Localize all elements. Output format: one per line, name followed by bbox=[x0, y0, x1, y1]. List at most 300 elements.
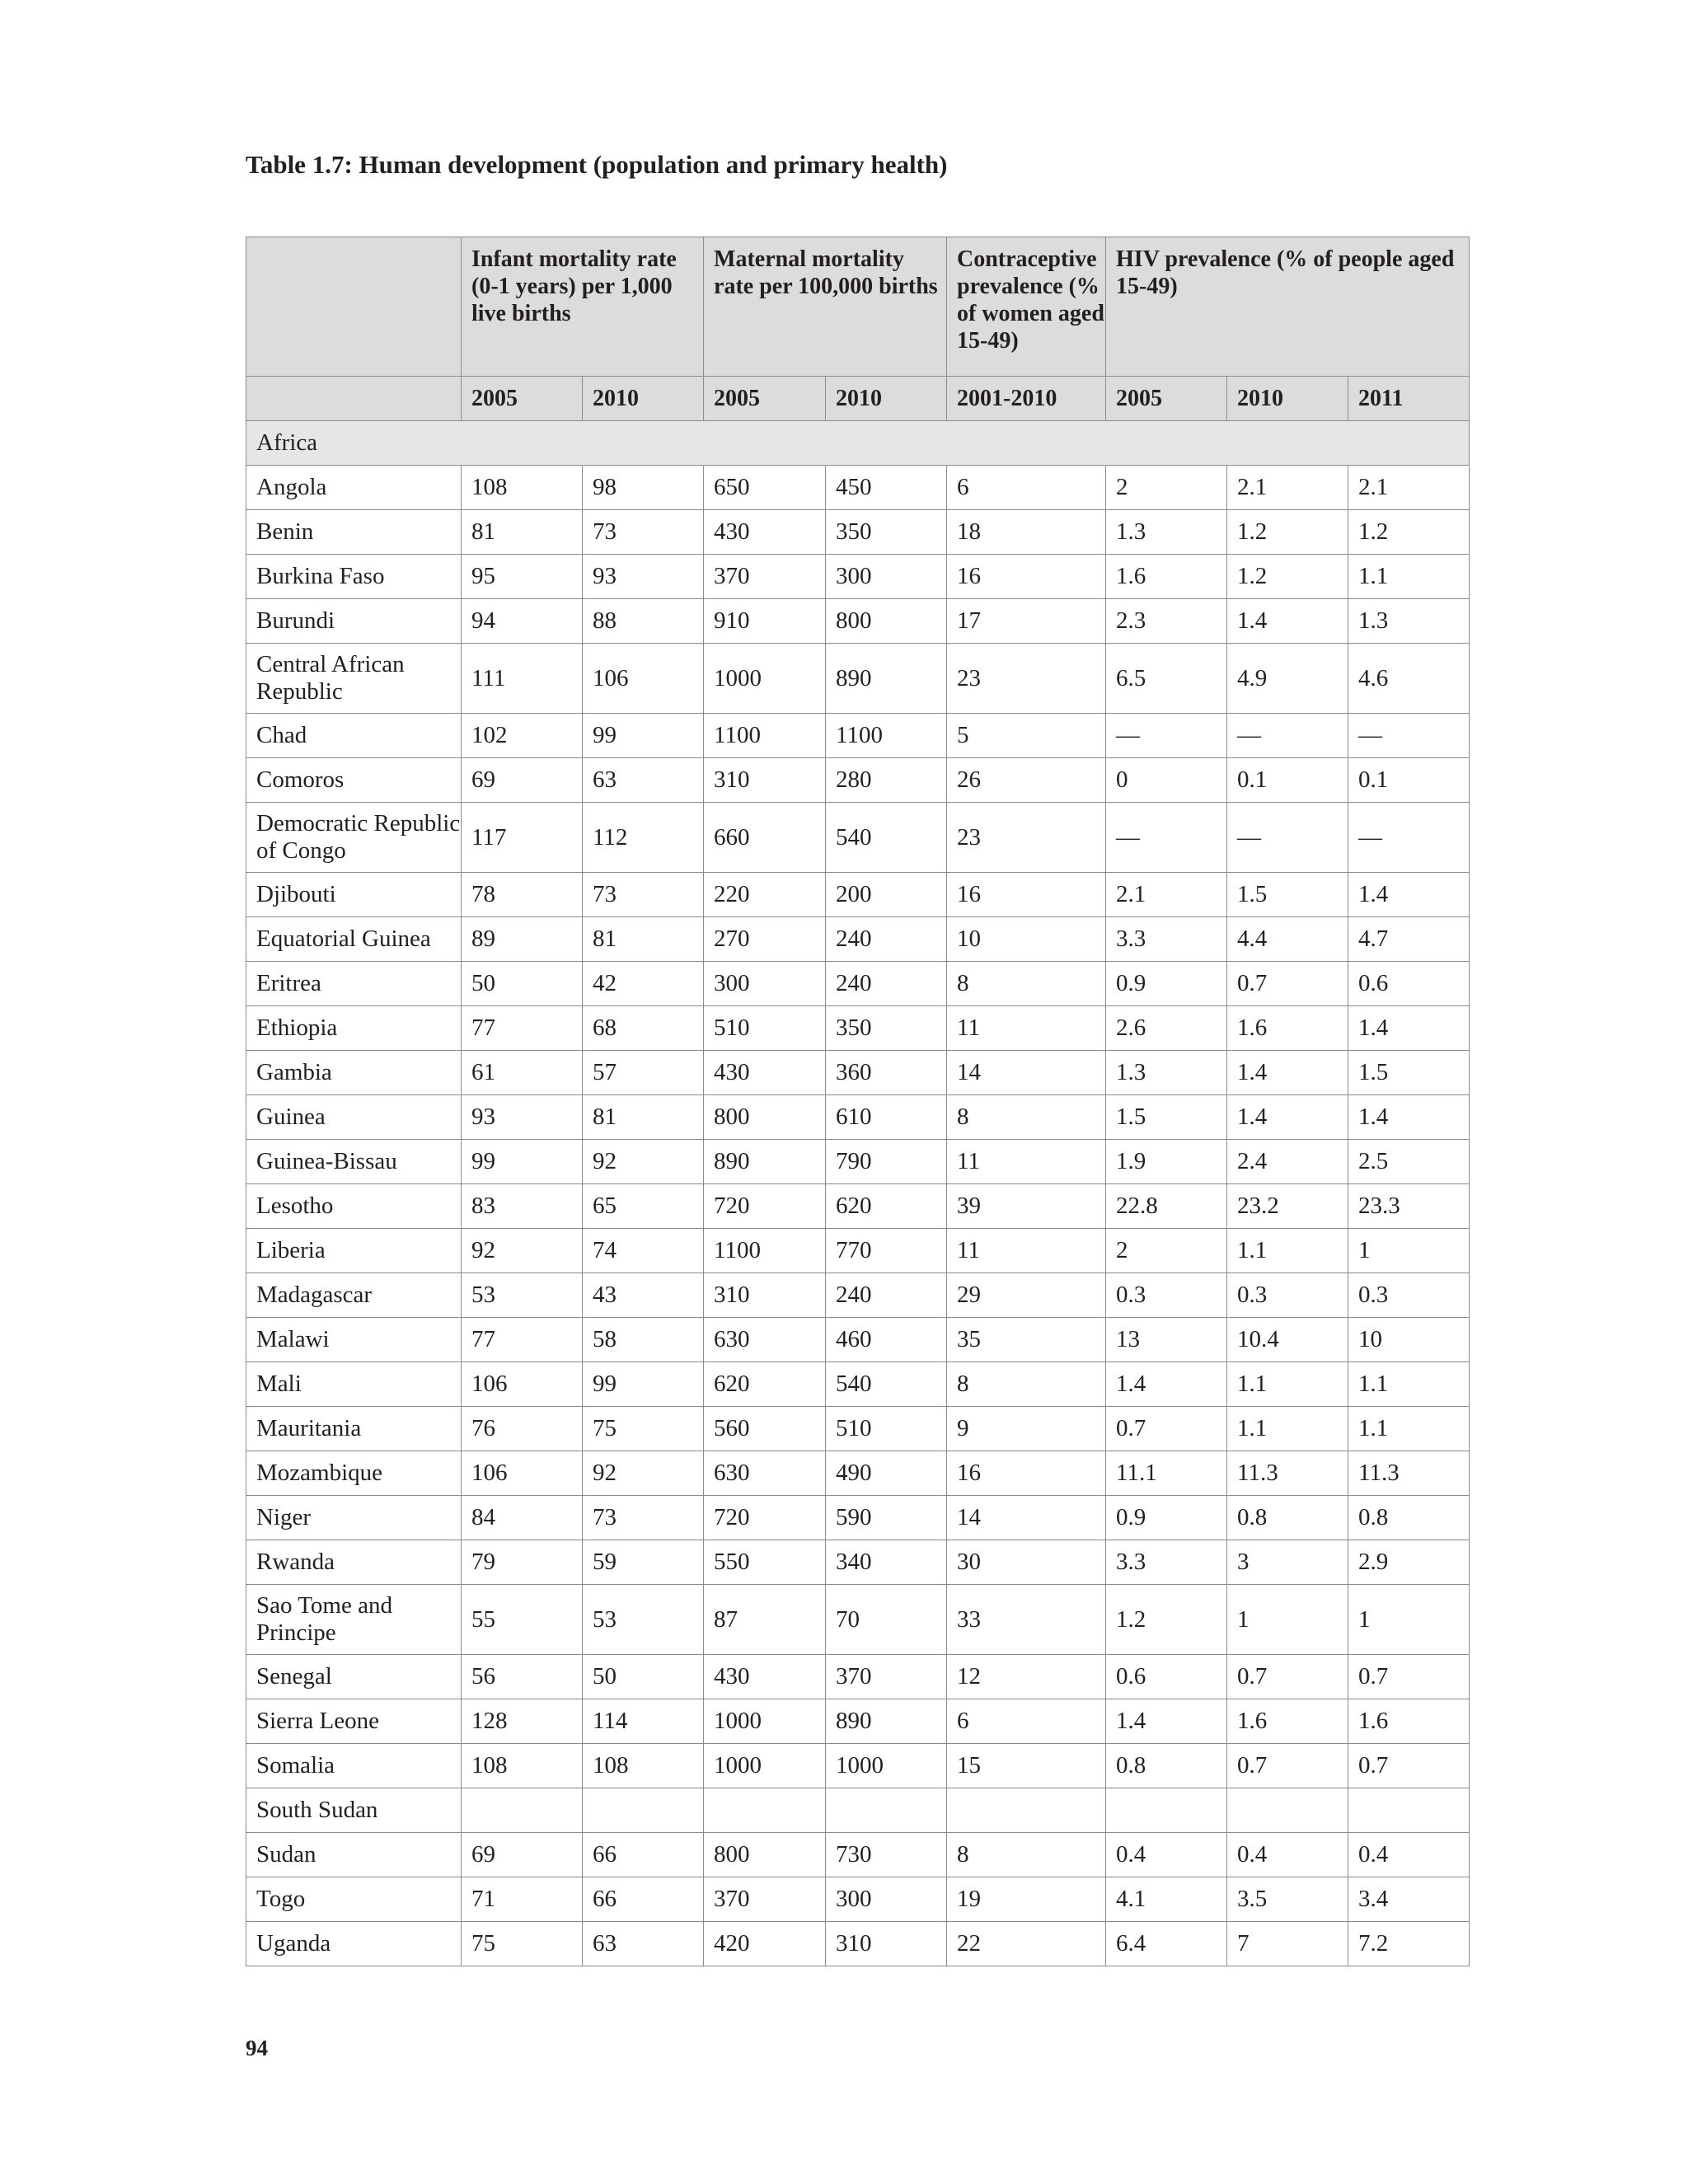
value-cell: 78 bbox=[462, 873, 583, 917]
value-cell: 1.3 bbox=[1106, 1051, 1227, 1095]
value-cell: 310 bbox=[704, 1273, 826, 1318]
value-cell: 240 bbox=[826, 962, 947, 1006]
value-cell: 99 bbox=[462, 1140, 583, 1184]
value-cell: 800 bbox=[826, 599, 947, 644]
value-cell: 71 bbox=[462, 1877, 583, 1922]
value-cell: 2.9 bbox=[1348, 1540, 1470, 1585]
table-row bbox=[246, 1922, 1470, 1966]
header-year: 2005 bbox=[462, 377, 583, 421]
value-cell: 17 bbox=[947, 599, 1106, 644]
value-cell: 1100 bbox=[826, 714, 947, 758]
table-row bbox=[246, 758, 1470, 803]
country-cell: Sao Tome and Principe bbox=[246, 1585, 462, 1655]
value-cell: 7 bbox=[1227, 1922, 1348, 1966]
value-cell: 112 bbox=[583, 803, 704, 873]
table-row bbox=[246, 1051, 1470, 1095]
value-cell: 81 bbox=[462, 510, 583, 555]
value-cell: 93 bbox=[462, 1095, 583, 1140]
table-row bbox=[246, 714, 1470, 758]
header-year: 2005 bbox=[1106, 377, 1227, 421]
table-row bbox=[246, 644, 1470, 714]
value-cell: 53 bbox=[583, 1585, 704, 1655]
value-cell bbox=[704, 1788, 826, 1833]
value-cell: 560 bbox=[704, 1407, 826, 1451]
value-cell: 29 bbox=[947, 1273, 1106, 1318]
value-cell: 0.1 bbox=[1227, 758, 1348, 803]
value-cell: 1.5 bbox=[1348, 1051, 1470, 1095]
value-cell: 30 bbox=[947, 1540, 1106, 1585]
value-cell: 111 bbox=[462, 644, 583, 714]
page-number: 94 bbox=[246, 2036, 268, 2060]
country-cell: Djibouti bbox=[246, 873, 462, 917]
table-row bbox=[246, 555, 1470, 599]
value-cell: 800 bbox=[704, 1095, 826, 1140]
value-cell: 61 bbox=[462, 1051, 583, 1095]
country-cell: Mauritania bbox=[246, 1407, 462, 1451]
value-cell: 10 bbox=[1348, 1318, 1470, 1362]
value-cell: 19 bbox=[947, 1877, 1106, 1922]
value-cell: 75 bbox=[462, 1922, 583, 1966]
country-cell: Sierra Leone bbox=[246, 1699, 462, 1744]
value-cell: 75 bbox=[583, 1407, 704, 1451]
health-table bbox=[246, 237, 1470, 1966]
table-row bbox=[246, 599, 1470, 644]
value-cell: 1 bbox=[1348, 1585, 1470, 1655]
country-cell: Niger bbox=[246, 1496, 462, 1540]
country-cell: Sudan bbox=[246, 1833, 462, 1877]
value-cell: 1.4 bbox=[1227, 1095, 1348, 1140]
country-cell: Guinea bbox=[246, 1095, 462, 1140]
value-cell: 2.5 bbox=[1348, 1140, 1470, 1184]
value-cell: 73 bbox=[583, 873, 704, 917]
value-cell: 3.4 bbox=[1348, 1877, 1470, 1922]
value-cell: 8 bbox=[947, 962, 1106, 1006]
table-row bbox=[246, 1496, 1470, 1540]
value-cell: 0.4 bbox=[1227, 1833, 1348, 1877]
country-cell: Lesotho bbox=[246, 1184, 462, 1229]
value-cell: 74 bbox=[583, 1229, 704, 1273]
value-cell: 0.8 bbox=[1227, 1496, 1348, 1540]
value-cell: 77 bbox=[462, 1006, 583, 1051]
value-cell: 280 bbox=[826, 758, 947, 803]
value-cell: 16 bbox=[947, 873, 1106, 917]
table-row bbox=[246, 1006, 1470, 1051]
value-cell: 270 bbox=[704, 917, 826, 962]
value-cell: — bbox=[1348, 803, 1470, 873]
value-cell: 1000 bbox=[704, 1744, 826, 1788]
value-cell: 310 bbox=[826, 1922, 947, 1966]
value-cell: 1.6 bbox=[1227, 1006, 1348, 1051]
table-row bbox=[246, 1362, 1470, 1407]
header-contraceptive: Contraceptive prevalence (% of women aged 15-49) bbox=[947, 237, 1106, 377]
header-row-years bbox=[246, 377, 1470, 421]
value-cell: 23 bbox=[947, 803, 1106, 873]
value-cell: 6.4 bbox=[1106, 1922, 1227, 1966]
value-cell: 6.5 bbox=[1106, 644, 1227, 714]
value-cell bbox=[583, 1788, 704, 1833]
value-cell: 770 bbox=[826, 1229, 947, 1273]
value-cell: 370 bbox=[704, 1877, 826, 1922]
value-cell: 1.4 bbox=[1227, 599, 1348, 644]
country-cell: Guinea-Bissau bbox=[246, 1140, 462, 1184]
value-cell: 11 bbox=[947, 1229, 1106, 1273]
value-cell: 620 bbox=[704, 1362, 826, 1407]
value-cell: 22 bbox=[947, 1922, 1106, 1966]
value-cell: 11 bbox=[947, 1140, 1106, 1184]
value-cell: 50 bbox=[583, 1655, 704, 1699]
value-cell: 3.3 bbox=[1106, 917, 1227, 962]
value-cell: 14 bbox=[947, 1051, 1106, 1095]
value-cell: 8 bbox=[947, 1833, 1106, 1877]
value-cell: 550 bbox=[704, 1540, 826, 1585]
header-hiv: HIV prevalence (% of people aged 15-49) bbox=[1106, 237, 1470, 377]
value-cell: 77 bbox=[462, 1318, 583, 1362]
value-cell: 240 bbox=[826, 917, 947, 962]
value-cell: 510 bbox=[704, 1006, 826, 1051]
value-cell: 430 bbox=[704, 510, 826, 555]
country-cell: Malawi bbox=[246, 1318, 462, 1362]
value-cell: 630 bbox=[704, 1318, 826, 1362]
value-cell: 0.7 bbox=[1227, 1744, 1348, 1788]
table-row bbox=[246, 1273, 1470, 1318]
value-cell: 7.2 bbox=[1348, 1922, 1470, 1966]
value-cell: 1.2 bbox=[1227, 555, 1348, 599]
value-cell: — bbox=[1227, 803, 1348, 873]
table-row bbox=[246, 1318, 1470, 1362]
value-cell: 0.3 bbox=[1348, 1273, 1470, 1318]
value-cell: 890 bbox=[704, 1140, 826, 1184]
value-cell bbox=[1227, 1788, 1348, 1833]
country-cell: Burundi bbox=[246, 599, 462, 644]
country-cell: South Sudan bbox=[246, 1788, 462, 1833]
value-cell: 26 bbox=[947, 758, 1106, 803]
value-cell: 1.1 bbox=[1348, 1407, 1470, 1451]
value-cell: 4.1 bbox=[1106, 1877, 1227, 1922]
table-row bbox=[246, 1877, 1470, 1922]
value-cell: 69 bbox=[462, 758, 583, 803]
value-cell: 108 bbox=[462, 1744, 583, 1788]
country-cell: Rwanda bbox=[246, 1540, 462, 1585]
value-cell: 1 bbox=[1227, 1585, 1348, 1655]
value-cell: 55 bbox=[462, 1585, 583, 1655]
value-cell: 800 bbox=[704, 1833, 826, 1877]
value-cell: 1.4 bbox=[1106, 1362, 1227, 1407]
value-cell: 2.6 bbox=[1106, 1006, 1227, 1051]
value-cell: 360 bbox=[826, 1051, 947, 1095]
value-cell: 117 bbox=[462, 803, 583, 873]
header-year: 2005 bbox=[704, 377, 826, 421]
value-cell: 0.4 bbox=[1348, 1833, 1470, 1877]
value-cell: 720 bbox=[704, 1184, 826, 1229]
value-cell: 0.1 bbox=[1348, 758, 1470, 803]
value-cell: 0.7 bbox=[1106, 1407, 1227, 1451]
value-cell: 6 bbox=[947, 1699, 1106, 1744]
value-cell: 790 bbox=[826, 1140, 947, 1184]
value-cell: 2 bbox=[1106, 1229, 1227, 1273]
value-cell: 59 bbox=[583, 1540, 704, 1585]
value-cell: 3 bbox=[1227, 1540, 1348, 1585]
value-cell: 114 bbox=[583, 1699, 704, 1744]
value-cell: 0.9 bbox=[1106, 962, 1227, 1006]
value-cell: 108 bbox=[583, 1744, 704, 1788]
value-cell: 2.3 bbox=[1106, 599, 1227, 644]
table-row bbox=[246, 1229, 1470, 1273]
header-maternal-mortality: Maternal mortality rate per 100,000 births bbox=[704, 237, 947, 377]
value-cell: 1.5 bbox=[1106, 1095, 1227, 1140]
value-cell: 1.2 bbox=[1227, 510, 1348, 555]
value-cell: 2.4 bbox=[1227, 1140, 1348, 1184]
value-cell: 890 bbox=[826, 1699, 947, 1744]
value-cell: 6 bbox=[947, 466, 1106, 510]
value-cell: 1.1 bbox=[1227, 1407, 1348, 1451]
value-cell: 0.6 bbox=[1106, 1655, 1227, 1699]
value-cell: 13 bbox=[1106, 1318, 1227, 1362]
table-row bbox=[246, 1833, 1470, 1877]
region-row bbox=[246, 421, 1470, 466]
table-row bbox=[246, 1407, 1470, 1451]
value-cell: 1.1 bbox=[1348, 555, 1470, 599]
value-cell: — bbox=[1348, 714, 1470, 758]
value-cell: 73 bbox=[583, 1496, 704, 1540]
value-cell: 1.1 bbox=[1348, 1362, 1470, 1407]
table-row bbox=[246, 1184, 1470, 1229]
table-row bbox=[246, 1699, 1470, 1744]
value-cell: 0.7 bbox=[1348, 1744, 1470, 1788]
value-cell: 9 bbox=[947, 1407, 1106, 1451]
value-cell: 540 bbox=[826, 803, 947, 873]
value-cell: 2.1 bbox=[1106, 873, 1227, 917]
value-cell: 1.6 bbox=[1348, 1699, 1470, 1744]
header-row-groups bbox=[246, 237, 1470, 377]
header-infant-mortality: Infant mortality rate (0-1 years) per 1,000 live births bbox=[462, 237, 704, 377]
value-cell: 4.6 bbox=[1348, 644, 1470, 714]
table-row bbox=[246, 917, 1470, 962]
value-cell: 84 bbox=[462, 1496, 583, 1540]
value-cell: 0.7 bbox=[1227, 962, 1348, 1006]
value-cell: 890 bbox=[826, 644, 947, 714]
value-cell: 300 bbox=[826, 555, 947, 599]
value-cell: 4.4 bbox=[1227, 917, 1348, 962]
value-cell: 4.9 bbox=[1227, 644, 1348, 714]
table-title: Table 1.7: Human development (population and primary health) bbox=[246, 150, 948, 179]
value-cell: 3.3 bbox=[1106, 1540, 1227, 1585]
value-cell: 43 bbox=[583, 1273, 704, 1318]
value-cell: 33 bbox=[947, 1585, 1106, 1655]
value-cell: 2.1 bbox=[1348, 466, 1470, 510]
value-cell: 0.7 bbox=[1227, 1655, 1348, 1699]
value-cell: 11.3 bbox=[1227, 1451, 1348, 1496]
header-year: 2001-2010 bbox=[947, 377, 1106, 421]
value-cell: 340 bbox=[826, 1540, 947, 1585]
value-cell: 1.6 bbox=[1227, 1699, 1348, 1744]
value-cell: 23 bbox=[947, 644, 1106, 714]
value-cell: 98 bbox=[583, 466, 704, 510]
value-cell: 23.3 bbox=[1348, 1184, 1470, 1229]
value-cell bbox=[462, 1788, 583, 1833]
value-cell: 66 bbox=[583, 1877, 704, 1922]
value-cell bbox=[1348, 1788, 1470, 1833]
value-cell: 89 bbox=[462, 917, 583, 962]
value-cell: 15 bbox=[947, 1744, 1106, 1788]
value-cell: 58 bbox=[583, 1318, 704, 1362]
country-cell: Gambia bbox=[246, 1051, 462, 1095]
value-cell: 660 bbox=[704, 803, 826, 873]
value-cell: 1.9 bbox=[1106, 1140, 1227, 1184]
value-cell: 720 bbox=[704, 1496, 826, 1540]
value-cell: 910 bbox=[704, 599, 826, 644]
country-cell: Senegal bbox=[246, 1655, 462, 1699]
country-cell: Chad bbox=[246, 714, 462, 758]
country-cell: Angola bbox=[246, 466, 462, 510]
table-row bbox=[246, 1095, 1470, 1140]
country-cell: Benin bbox=[246, 510, 462, 555]
value-cell: 1.3 bbox=[1106, 510, 1227, 555]
value-cell: 0.6 bbox=[1348, 962, 1470, 1006]
value-cell: 22.8 bbox=[1106, 1184, 1227, 1229]
value-cell: 92 bbox=[583, 1451, 704, 1496]
value-cell: 1100 bbox=[704, 714, 826, 758]
value-cell: 730 bbox=[826, 1833, 947, 1877]
value-cell: 81 bbox=[583, 1095, 704, 1140]
header-year: 2010 bbox=[1227, 377, 1348, 421]
value-cell: 106 bbox=[462, 1362, 583, 1407]
table-row bbox=[246, 873, 1470, 917]
value-cell: 128 bbox=[462, 1699, 583, 1744]
value-cell: 1.4 bbox=[1348, 873, 1470, 917]
header-year: 2010 bbox=[826, 377, 947, 421]
table-row bbox=[246, 510, 1470, 555]
value-cell: 1.4 bbox=[1348, 1095, 1470, 1140]
value-cell: 87 bbox=[704, 1585, 826, 1655]
value-cell: — bbox=[1106, 803, 1227, 873]
value-cell: 16 bbox=[947, 555, 1106, 599]
value-cell: 4.7 bbox=[1348, 917, 1470, 962]
value-cell: 1.5 bbox=[1227, 873, 1348, 917]
table-row bbox=[246, 803, 1470, 873]
value-cell: 610 bbox=[826, 1095, 947, 1140]
value-cell: 1.4 bbox=[1227, 1051, 1348, 1095]
table-row bbox=[246, 962, 1470, 1006]
value-cell: 1.3 bbox=[1348, 599, 1470, 644]
value-cell: 1000 bbox=[826, 1744, 947, 1788]
country-cell: Burkina Faso bbox=[246, 555, 462, 599]
value-cell: 450 bbox=[826, 466, 947, 510]
country-cell: Ethiopia bbox=[246, 1006, 462, 1051]
value-cell: 540 bbox=[826, 1362, 947, 1407]
value-cell: 0.9 bbox=[1106, 1496, 1227, 1540]
value-cell: 370 bbox=[704, 555, 826, 599]
value-cell: 460 bbox=[826, 1318, 947, 1362]
value-cell: 70 bbox=[826, 1585, 947, 1655]
value-cell: 88 bbox=[583, 599, 704, 644]
country-cell: Mozambique bbox=[246, 1451, 462, 1496]
value-cell: 430 bbox=[704, 1051, 826, 1095]
value-cell: 1.4 bbox=[1348, 1006, 1470, 1051]
value-cell bbox=[947, 1788, 1106, 1833]
value-cell: 99 bbox=[583, 714, 704, 758]
value-cell: 350 bbox=[826, 1006, 947, 1051]
value-cell: 430 bbox=[704, 1655, 826, 1699]
country-cell: Eritrea bbox=[246, 962, 462, 1006]
value-cell: 1.1 bbox=[1227, 1362, 1348, 1407]
value-cell: 1 bbox=[1348, 1229, 1470, 1273]
country-cell: Uganda bbox=[246, 1922, 462, 1966]
country-cell: Liberia bbox=[246, 1229, 462, 1273]
value-cell: 510 bbox=[826, 1407, 947, 1451]
value-cell: 0.4 bbox=[1106, 1833, 1227, 1877]
country-cell: Mali bbox=[246, 1362, 462, 1407]
value-cell: 11.3 bbox=[1348, 1451, 1470, 1496]
value-cell: 0.3 bbox=[1106, 1273, 1227, 1318]
value-cell: 102 bbox=[462, 714, 583, 758]
value-cell: 350 bbox=[826, 510, 947, 555]
value-cell: 10.4 bbox=[1227, 1318, 1348, 1362]
value-cell: 300 bbox=[704, 962, 826, 1006]
value-cell: 620 bbox=[826, 1184, 947, 1229]
value-cell: 490 bbox=[826, 1451, 947, 1496]
value-cell: 63 bbox=[583, 1922, 704, 1966]
value-cell: 95 bbox=[462, 555, 583, 599]
value-cell: 1.2 bbox=[1348, 510, 1470, 555]
table-row bbox=[246, 1540, 1470, 1585]
country-cell: Comoros bbox=[246, 758, 462, 803]
value-cell: 69 bbox=[462, 1833, 583, 1877]
value-cell bbox=[1106, 1788, 1227, 1833]
header-year: 2011 bbox=[1348, 377, 1470, 421]
value-cell: 83 bbox=[462, 1184, 583, 1229]
country-cell: Democratic Republic of Congo bbox=[246, 803, 462, 873]
value-cell: 420 bbox=[704, 1922, 826, 1966]
value-cell: 0.3 bbox=[1227, 1273, 1348, 1318]
value-cell: 8 bbox=[947, 1362, 1106, 1407]
value-cell: 1.2 bbox=[1106, 1585, 1227, 1655]
value-cell: 14 bbox=[947, 1496, 1106, 1540]
value-cell: 240 bbox=[826, 1273, 947, 1318]
value-cell: 8 bbox=[947, 1095, 1106, 1140]
value-cell bbox=[826, 1788, 947, 1833]
value-cell: 11.1 bbox=[1106, 1451, 1227, 1496]
value-cell: 53 bbox=[462, 1273, 583, 1318]
header-year-blank bbox=[246, 377, 462, 421]
value-cell: 2 bbox=[1106, 466, 1227, 510]
value-cell: 106 bbox=[583, 644, 704, 714]
value-cell: 39 bbox=[947, 1184, 1106, 1229]
value-cell: 310 bbox=[704, 758, 826, 803]
value-cell: 1000 bbox=[704, 644, 826, 714]
value-cell: 1000 bbox=[704, 1699, 826, 1744]
value-cell: — bbox=[1106, 714, 1227, 758]
value-cell: 630 bbox=[704, 1451, 826, 1496]
value-cell: 81 bbox=[583, 917, 704, 962]
value-cell: 93 bbox=[583, 555, 704, 599]
country-cell: Equatorial Guinea bbox=[246, 917, 462, 962]
value-cell: 16 bbox=[947, 1451, 1106, 1496]
value-cell: 5 bbox=[947, 714, 1106, 758]
value-cell: 0.8 bbox=[1348, 1496, 1470, 1540]
value-cell: 11 bbox=[947, 1006, 1106, 1051]
value-cell: 1.4 bbox=[1106, 1699, 1227, 1744]
value-cell: 220 bbox=[704, 873, 826, 917]
table-row bbox=[246, 466, 1470, 510]
country-cell: Madagascar bbox=[246, 1273, 462, 1318]
value-cell: — bbox=[1227, 714, 1348, 758]
value-cell: 300 bbox=[826, 1877, 947, 1922]
value-cell: 0.8 bbox=[1106, 1744, 1227, 1788]
value-cell: 1.1 bbox=[1227, 1229, 1348, 1273]
value-cell: 0.7 bbox=[1348, 1655, 1470, 1699]
value-cell: 73 bbox=[583, 510, 704, 555]
value-cell: 92 bbox=[462, 1229, 583, 1273]
